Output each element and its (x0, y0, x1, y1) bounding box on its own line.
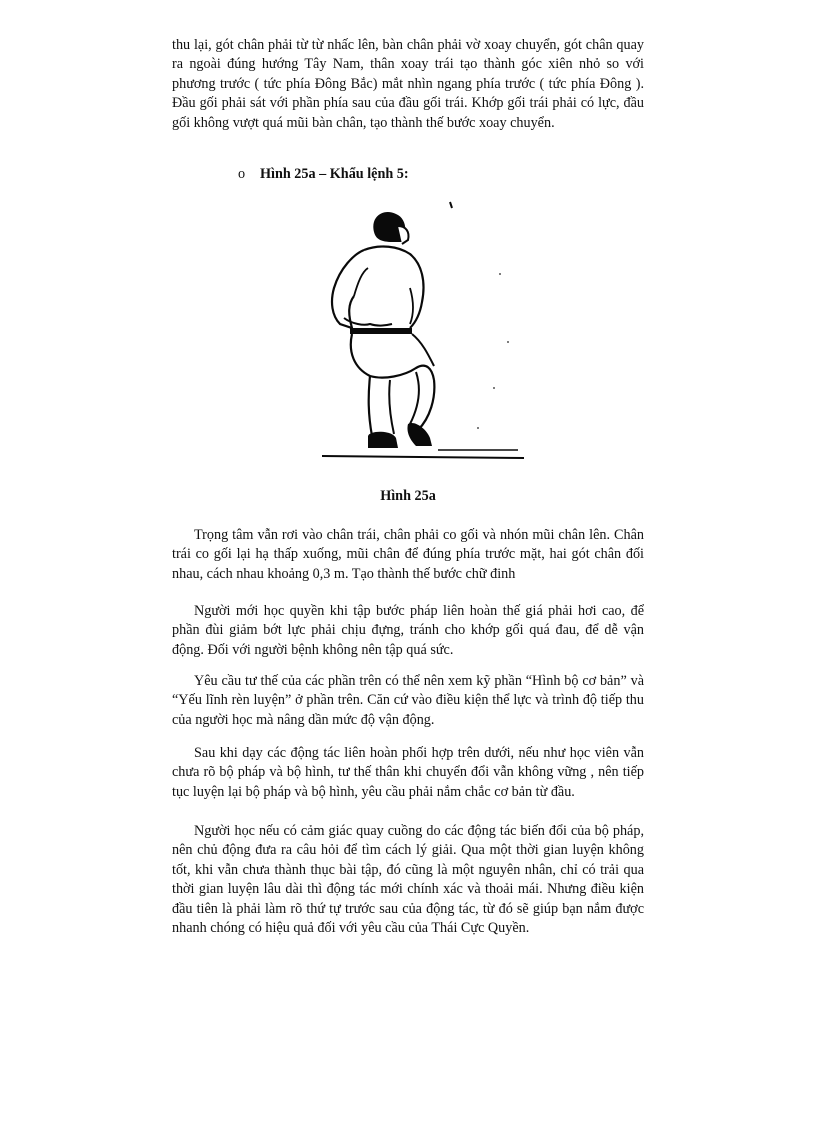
paragraph-6: Người học nếu có cảm giác quay cuồng do các động tác biến đổi của bộ pháp, nên chủ động đưa ra câu hỏi để tìm cách lý giải. Qua một thời gian luyện không tốt, khi vẫn chưa thành thục bài tập, đó cũng là một nguyên nhân, chỉ có trải qua thời gian luyện lâu dài thì động tác mới chính xác và thoải mái. Nhưng điều kiện đầu tiên là phải làm rõ thứ tự trước sau của động tác, từ đó sẽ giúp bạn nắm được nhanh chóng có hiệu quả đối với yêu cầu của Thái Cực Quyền. (172, 823, 644, 937)
tai-chi-stance-drawing (318, 192, 528, 472)
paragraph-2: Trọng tâm vẫn rơi vào chân trái, chân phải co gối và nhón mũi chân lên. Chân trái co gối lại hạ thấp xuống, mũi chân để đúng phía trước mặt, hai gót chân đối nhau, cách nhau khoảng 0,3 m. Tạo thành thế bước chữ đinh (172, 527, 644, 582)
paragraph-1: thu lại, gót chân phải từ từ nhấc lên, bàn chân phải vờ xoay chuyển, gót chân quay ra ngoài đúng hướng Tây Nam, thân xoay trái tạo thành góc xiên nhỏ so với phương trước ( tức phía Đông Bắc) mắt nhìn ngang phía trước ( tức phía Đông ). Đầu gối phải sát với phần phía sau của đầu gối trái. Khớp gối trái phải có lực, đầu gối không vượt quá mũi bàn chân, tạo thành thế bước xoay chuyển. (172, 37, 644, 131)
tai-chi-figure-illustration (318, 192, 528, 472)
paragraph-3: Người mới học quyền khi tập bước pháp liên hoàn thế giá phải hơi cao, để phần đùi giảm bớt lực phải chịu đựng, tránh cho khớp gối quá đau, để dễ vận động. Đối với người bệnh không nên tập quá sức. (172, 603, 644, 658)
paragraph-5: Sau khi dạy các động tác liên hoàn phối hợp trên dưới, nếu như học viên vẫn chưa rõ bộ pháp và bộ hình, tư thế thân khi chuyển đổi vẫn không vững , nên tiếp tục luyện lại bộ pháp và bộ hình, yêu cầu phải nắm chắc cơ bản từ đầu. (172, 745, 644, 800)
paragraph-4: Yêu cầu tư thế của các phần trên có thể nên xem kỹ phần “Hình bộ cơ bản” và “Yếu lĩnh rèn luyện” ở phần trên. Căn cứ vào điều kiện thể lực và trình độ tiếp thu của người học mà nâng dần mức độ vận động. (172, 673, 644, 728)
figure-caption: Hình 25a (380, 488, 436, 504)
section-heading-text: Hình 25a – Khẩu lệnh 5: (260, 166, 409, 182)
section-heading (238, 166, 409, 183)
bullet-marker: o (238, 166, 246, 182)
